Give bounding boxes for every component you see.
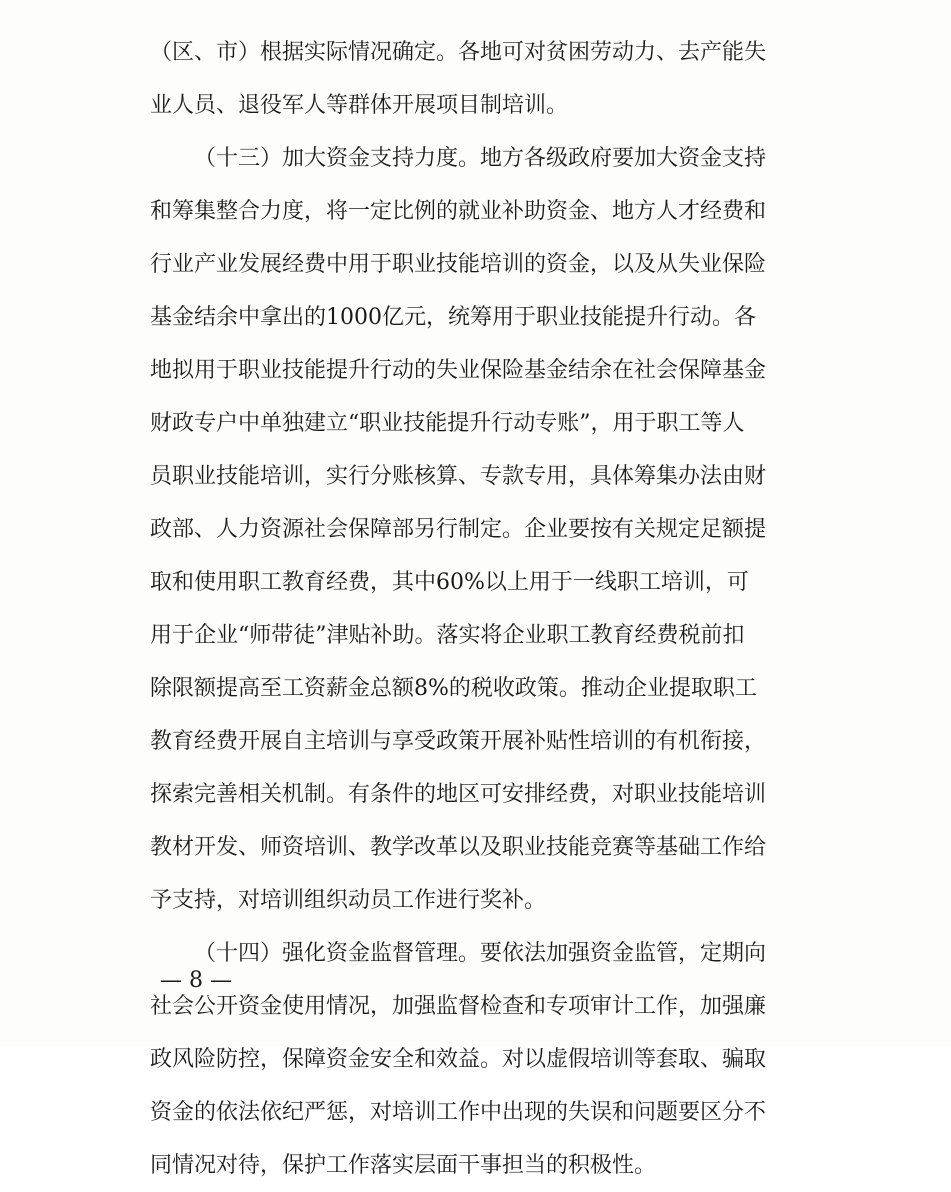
text-line: 探索完善相关机制。有条件的地区可安排经费，对职业技能培训 <box>150 782 767 807</box>
text-line: 教材开发、师资培训、教学改革以及职业技能竞赛等基础工作给 <box>150 835 767 860</box>
text-line: 予支持，对培训组织动员工作进行奖补。 <box>150 888 547 913</box>
text-line: （区、市）根据实际情况确定。各地可对贫困劳动力、去产能失 <box>150 40 767 65</box>
text-line: 取和使用职工教育经费，其中60%以上用于一线职工培训，可 <box>150 570 749 595</box>
page-number: — 8 — <box>160 968 232 993</box>
section-14-heading-line: （十四）强化资金监督管理。要依法加强资金监管，定期向 <box>194 941 767 966</box>
text-line: 基金结余中拿出的1000亿元，统筹用于职业技能提升行动。各 <box>150 305 756 330</box>
text-line: 员职业技能培训，实行分账核算、专款专用，具体筹集办法由财 <box>150 464 767 489</box>
text-line: 政风险防控，保障资金安全和效益。对以虚假培训等套取、骗取 <box>150 1047 767 1072</box>
text-line: 政部、人力资源社会保障部另行制定。企业要按有关规定足额提 <box>150 517 767 542</box>
document-body <box>150 26 810 1192</box>
text-line: 资金的依法依纪严惩，对培训工作中出现的失误和问题要区分不 <box>150 1100 767 1125</box>
text-line: 地拟用于职业技能提升行动的失业保险基金结余在社会保障基金 <box>150 358 767 383</box>
text-line: 教育经费开展自主培训与享受政策开展补贴性培训的有机衔接， <box>150 729 767 754</box>
text-line: 同情况对待，保护工作落实层面干事担当的积极性。 <box>150 1153 657 1178</box>
text-line: 社会公开资金使用情况，加强监督检查和专项审计工作，加强廉 <box>150 994 767 1019</box>
text-line: 用于企业“师带徒”津贴补助。落实将企业职工教育经费税前扣 <box>150 623 745 648</box>
text-line: 除限额提高至工资薪金总额8%的税收政策。推动企业提取职工 <box>150 676 757 701</box>
text-line: 行业产业发展经费中用于职业技能培训的资金，以及从失业保险 <box>150 252 767 277</box>
section-13-heading-line: （十三）加大资金支持力度。地方各级政府要加大资金支持 <box>194 146 767 171</box>
text-line: 财政专户中单独建立“职业技能提升行动专账”，用于职工等人 <box>150 411 745 436</box>
text-line: 业人员、退役军人等群体开展项目制培训。 <box>150 93 569 118</box>
text-line: 和筹集整合力度，将一定比例的就业补助资金、地方人才经费和 <box>150 199 767 224</box>
